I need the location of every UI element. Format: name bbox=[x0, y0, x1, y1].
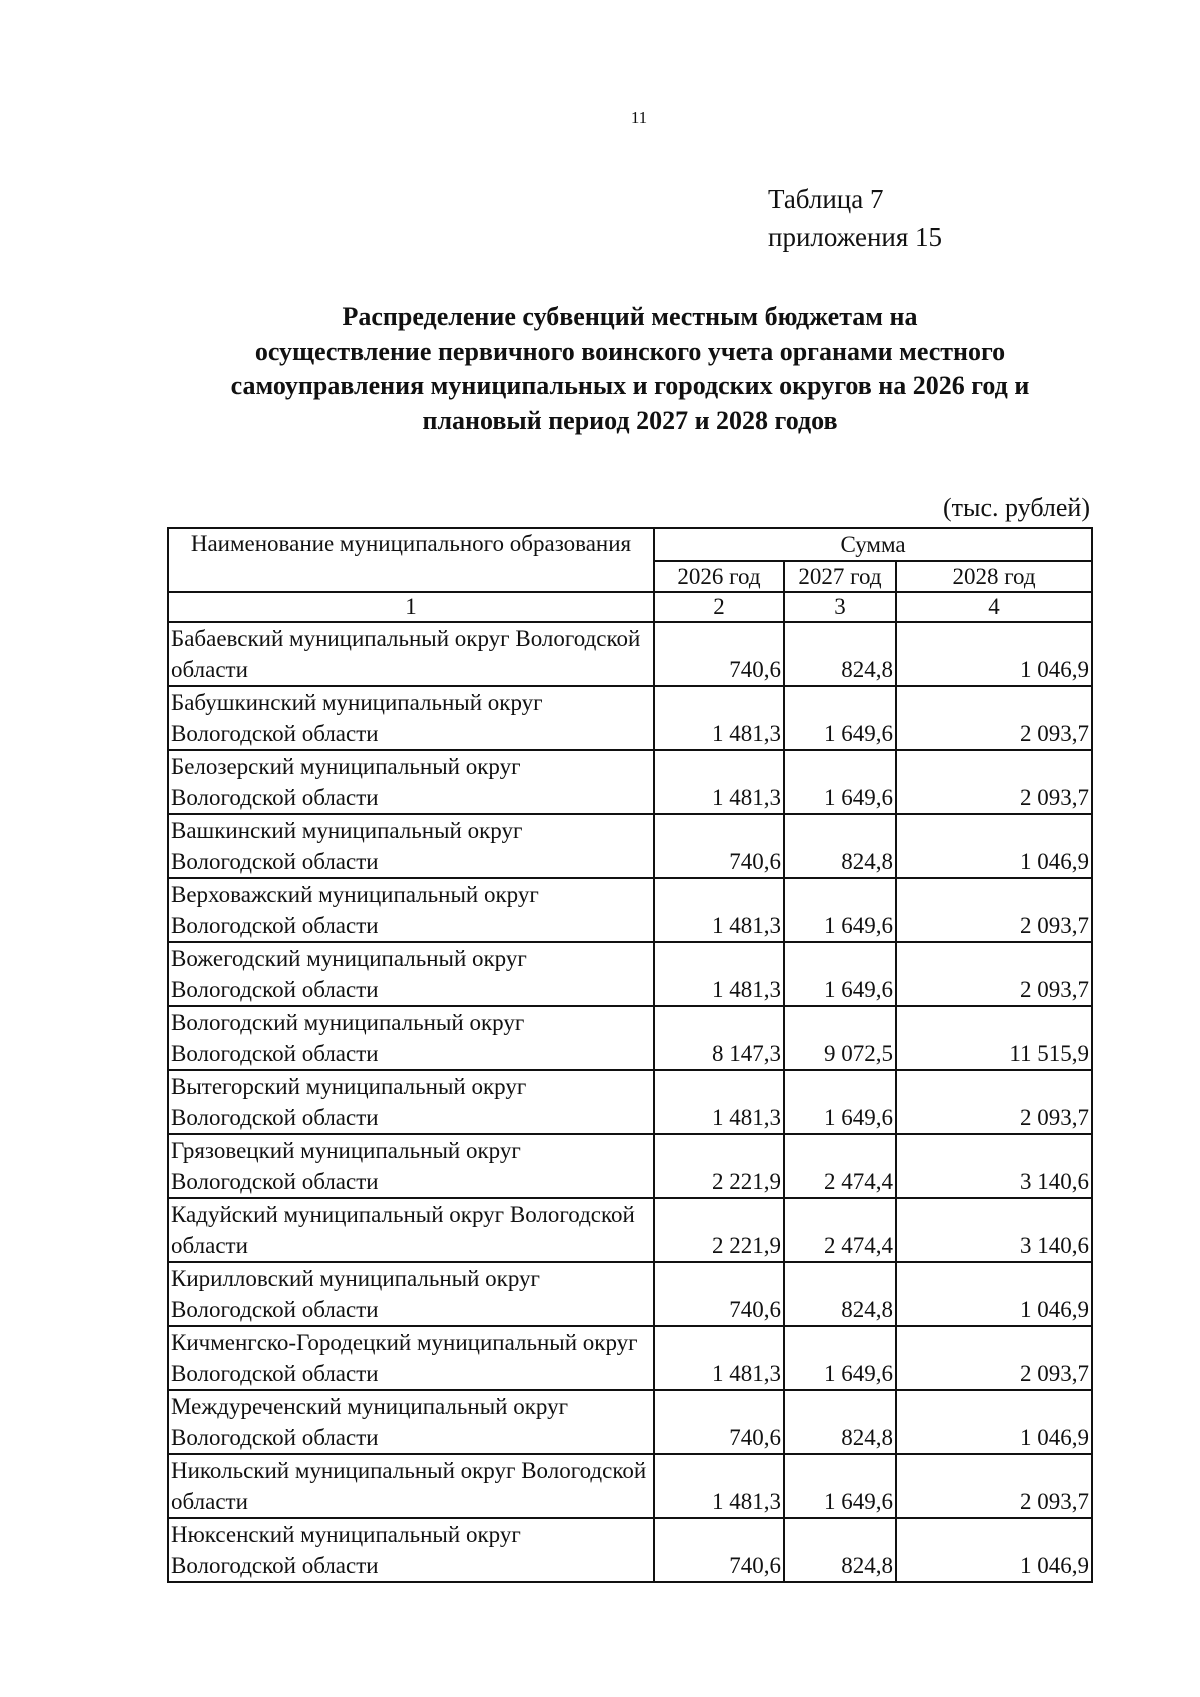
amount-2028-cell: 1 046,9 bbox=[896, 1518, 1092, 1582]
header-year-2028: 2028 год bbox=[896, 561, 1092, 592]
amount-2027-cell: 1 649,6 bbox=[784, 1070, 896, 1134]
municipality-name-cell: Бабушкинский муниципальный округ Вологодской области bbox=[168, 686, 654, 750]
amount-2027-cell: 1 649,6 bbox=[784, 878, 896, 942]
municipality-name-cell: Междуреченский муниципальный округ Вологодской области bbox=[168, 1390, 654, 1454]
column-number-1: 1 bbox=[168, 592, 654, 622]
amount-2027-cell: 1 649,6 bbox=[784, 750, 896, 814]
document-title-line-1: Распределение субвенций местным бюджетам на bbox=[342, 302, 918, 331]
table-reference-line-1: Таблица 7 bbox=[768, 184, 884, 214]
amount-2028-cell: 1 046,9 bbox=[896, 622, 1092, 686]
amount-2028-cell: 3 140,6 bbox=[896, 1134, 1092, 1198]
municipality-name-cell: Белозерский муниципальный округ Вологодской области bbox=[168, 750, 654, 814]
amount-2028-cell: 2 093,7 bbox=[896, 686, 1092, 750]
table-row bbox=[168, 814, 1092, 878]
header-name: Наименование муниципального образования bbox=[168, 528, 654, 592]
municipality-name-cell: Вологодский муниципальный округ Вологодской области bbox=[168, 1006, 654, 1070]
amount-2027-cell: 1 649,6 bbox=[784, 686, 896, 750]
amount-2027-cell: 824,8 bbox=[784, 814, 896, 878]
table-row bbox=[168, 622, 1092, 686]
amount-2027-cell: 1 649,6 bbox=[784, 942, 896, 1006]
municipality-name-cell: Вашкинский муниципальный округ Вологодской области bbox=[168, 814, 654, 878]
table-row bbox=[168, 942, 1092, 1006]
table-body bbox=[168, 622, 1092, 1582]
municipality-name-cell: Бабаевский муниципальный округ Вологодской области bbox=[168, 622, 654, 686]
amount-2026-cell: 1 481,3 bbox=[654, 1070, 784, 1134]
subsidy-table bbox=[167, 527, 1093, 1583]
column-number-4: 4 bbox=[896, 592, 1092, 622]
amount-2026-cell: 740,6 bbox=[654, 814, 784, 878]
table-row bbox=[168, 1390, 1092, 1454]
municipality-name-cell: Никольский муниципальный округ Вологодской области bbox=[168, 1454, 654, 1518]
table-row bbox=[168, 1262, 1092, 1326]
municipality-name-cell: Кирилловский муниципальный округ Вологодской области bbox=[168, 1262, 654, 1326]
amount-2026-cell: 1 481,3 bbox=[654, 1454, 784, 1518]
amount-2026-cell: 8 147,3 bbox=[654, 1006, 784, 1070]
page-number: 11 bbox=[630, 108, 648, 127]
header-sum: Сумма bbox=[654, 528, 1092, 561]
table-row bbox=[168, 1070, 1092, 1134]
table-row bbox=[168, 1134, 1092, 1198]
amount-2026-cell: 1 481,3 bbox=[654, 750, 784, 814]
table-row bbox=[168, 750, 1092, 814]
amount-2026-cell: 1 481,3 bbox=[654, 942, 784, 1006]
column-number-3: 3 bbox=[784, 592, 896, 622]
units-label: (тыс. рублей) bbox=[942, 493, 1090, 522]
amount-2026-cell: 1 481,3 bbox=[654, 1326, 784, 1390]
column-number-2: 2 bbox=[654, 592, 784, 622]
table-row bbox=[168, 1326, 1092, 1390]
header-year-2026: 2026 год bbox=[654, 561, 784, 592]
header-row-1 bbox=[168, 528, 1092, 561]
municipality-name-cell: Грязовецкий муниципальный округ Вологодской области bbox=[168, 1134, 654, 1198]
amount-2028-cell: 2 093,7 bbox=[896, 878, 1092, 942]
amount-2028-cell: 1 046,9 bbox=[896, 1390, 1092, 1454]
amount-2028-cell: 2 093,7 bbox=[896, 942, 1092, 1006]
amount-2028-cell: 3 140,6 bbox=[896, 1198, 1092, 1262]
header-column-numbers bbox=[168, 592, 1092, 622]
table-row bbox=[168, 1518, 1092, 1582]
amount-2028-cell: 1 046,9 bbox=[896, 814, 1092, 878]
amount-2026-cell: 740,6 bbox=[654, 1518, 784, 1582]
municipality-name-cell: Вожегодский муниципальный округ Вологодской области bbox=[168, 942, 654, 1006]
table-row bbox=[168, 686, 1092, 750]
table-row bbox=[168, 1006, 1092, 1070]
amount-2028-cell: 2 093,7 bbox=[896, 1326, 1092, 1390]
amount-2026-cell: 1 481,3 bbox=[654, 686, 784, 750]
table-row bbox=[168, 1198, 1092, 1262]
amount-2027-cell: 2 474,4 bbox=[784, 1198, 896, 1262]
amount-2028-cell: 1 046,9 bbox=[896, 1262, 1092, 1326]
amount-2027-cell: 1 649,6 bbox=[784, 1326, 896, 1390]
amount-2028-cell: 2 093,7 bbox=[896, 1070, 1092, 1134]
header-year-2027: 2027 год bbox=[784, 561, 896, 592]
amount-2027-cell: 824,8 bbox=[784, 1390, 896, 1454]
document-title-line-3: самоуправления муниципальных и городских округов на 2026 год и bbox=[230, 371, 1030, 400]
table-header bbox=[168, 528, 1092, 622]
amount-2028-cell: 2 093,7 bbox=[896, 750, 1092, 814]
amount-2026-cell: 2 221,9 bbox=[654, 1198, 784, 1262]
amount-2027-cell: 2 474,4 bbox=[784, 1134, 896, 1198]
table-reference bbox=[768, 180, 942, 256]
amount-2027-cell: 824,8 bbox=[784, 1518, 896, 1582]
table-reference-line-2: приложения 15 bbox=[768, 222, 943, 252]
amount-2026-cell: 2 221,9 bbox=[654, 1134, 784, 1198]
amount-2027-cell: 824,8 bbox=[784, 1262, 896, 1326]
amount-2027-cell: 1 649,6 bbox=[784, 1454, 896, 1518]
amount-2027-cell: 824,8 bbox=[784, 622, 896, 686]
municipality-name-cell: Вытегорский муниципальный округ Вологодской области bbox=[168, 1070, 654, 1134]
municipality-name-cell: Нюксенский муниципальный округ Вологодской области bbox=[168, 1518, 654, 1582]
municipality-name-cell: Кадуйский муниципальный округ Вологодской области bbox=[168, 1198, 654, 1262]
document-title bbox=[170, 300, 1090, 438]
table-row bbox=[168, 878, 1092, 942]
municipality-name-cell: Верховажский муниципальный округ Вологодской области bbox=[168, 878, 654, 942]
amount-2026-cell: 740,6 bbox=[654, 1390, 784, 1454]
amount-2026-cell: 740,6 bbox=[654, 1262, 784, 1326]
amount-2026-cell: 1 481,3 bbox=[654, 878, 784, 942]
document-title-line-2: осуществление первичного воинского учета органами местного bbox=[254, 336, 1006, 366]
amount-2028-cell: 11 515,9 bbox=[896, 1006, 1092, 1070]
amount-2028-cell: 2 093,7 bbox=[896, 1454, 1092, 1518]
amount-2027-cell: 9 072,5 bbox=[784, 1006, 896, 1070]
municipality-name-cell: Кичменгско-Городецкий муниципальный округ Вологодской области bbox=[168, 1326, 654, 1390]
document-title-line-4: плановый период 2027 и 2028 годов bbox=[422, 405, 838, 435]
table-row bbox=[168, 1454, 1092, 1518]
amount-2026-cell: 740,6 bbox=[654, 622, 784, 686]
